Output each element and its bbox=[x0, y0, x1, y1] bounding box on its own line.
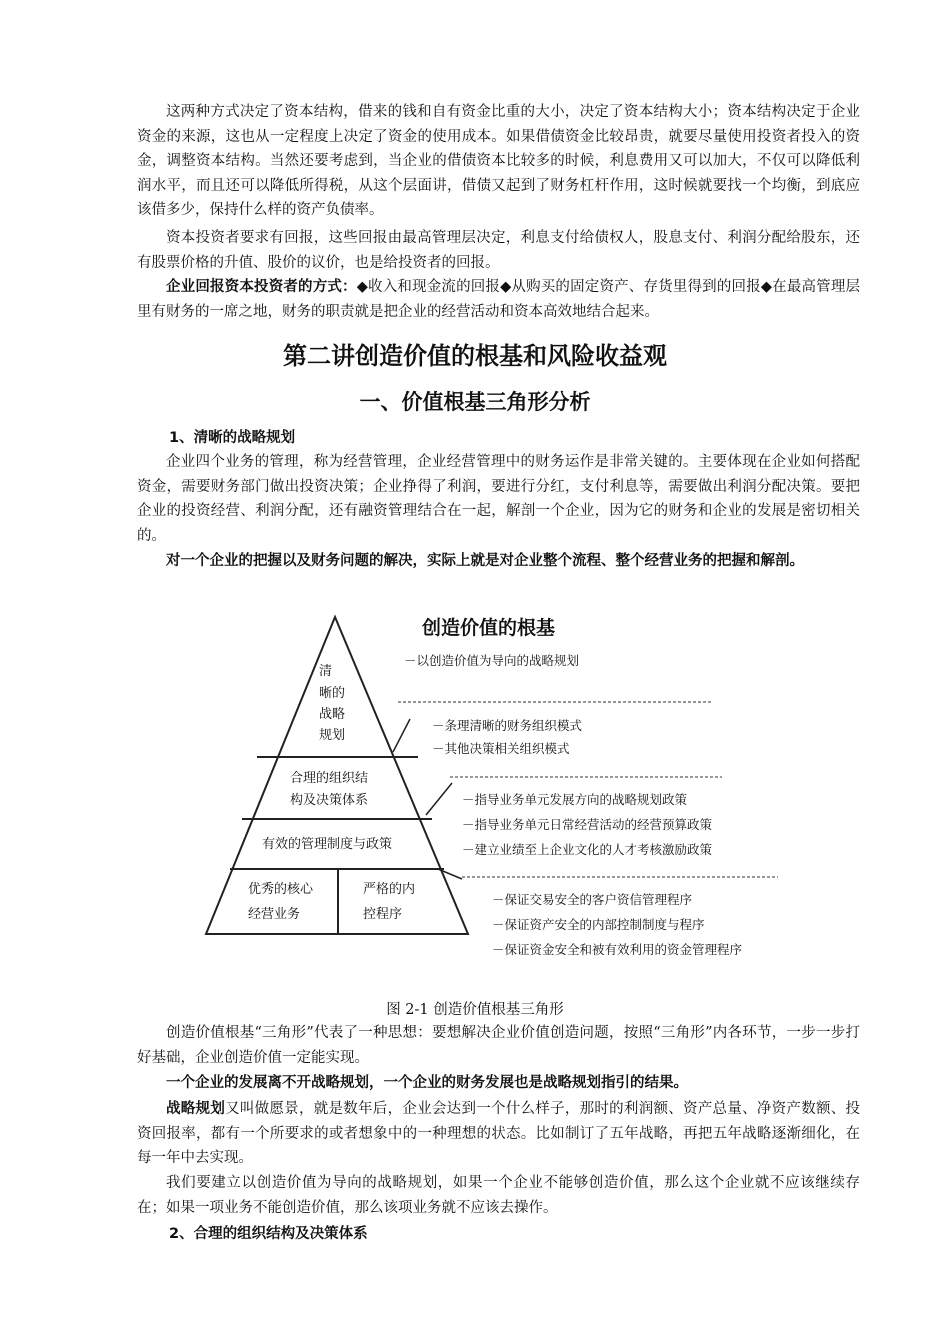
figure-caption: 图 2-1 创造价值根基三角形 bbox=[386, 1002, 564, 1018]
section-title: 一、价值根基三角形分析 bbox=[359, 390, 591, 414]
bold-lead: 企业回报资本投资者的方式： bbox=[166, 278, 357, 295]
connector-line bbox=[426, 783, 452, 815]
tier-third: 有效的管理制度与政策 bbox=[262, 837, 393, 852]
bold-lead: 战略规划 bbox=[166, 1100, 226, 1117]
subheading: 1、清晰的战略规划 bbox=[169, 430, 296, 446]
tier-second-line1: 合理的组织结 bbox=[290, 771, 369, 786]
paragraph: 我们要建立以创造价值为导向的战略规划，如果一个企业不能够创造价值，那么这个企业就不应该继续存在；如果一项业务不能创造价值，那么该项业务就不应该去操作。 bbox=[137, 1175, 860, 1216]
tier-bottom-right-line2: 控程序 bbox=[363, 907, 403, 922]
tier-top-line1: 清 bbox=[319, 664, 333, 679]
pyramid-diagram bbox=[200, 607, 790, 987]
pyramid-figure bbox=[200, 607, 790, 987]
paragraph-text: ◆收入和现金流的回报◆从购买的固定资产、存货里得到的回报◆在最高管理层里有财务的一席之地，财务的职责就是把企业的经营活动和资本高效地结合起来。 bbox=[137, 279, 861, 320]
bullet-item: －其他决策相关组织模式 bbox=[432, 741, 570, 756]
tier-top-line4: 规划 bbox=[319, 728, 346, 743]
connector-line bbox=[393, 719, 410, 752]
bullet-item: －指导业务单元日常经营活动的经营预算政策 bbox=[462, 817, 713, 832]
bullet-item: －条理清晰的财务组织模式 bbox=[432, 718, 583, 733]
paragraph: 企业四个业务的管理，称为经营管理，企业经营管理中的财务运作是非常关键的。主要体现在企业如何搭配资金，需要财务部门做出投资决策；企业挣得了利润，要进行分红，支付利息等，需要做出利润分配决策。要把企业的投资经营、利润分配，还有融资管理结合在一起，解剖一个企业，因为它的财务和企业的发展是密切相关的。 bbox=[137, 454, 860, 544]
tier-bottom-right-line1: 严格的内 bbox=[363, 882, 416, 897]
paragraph-text: 又叫做愿景，就是数年后，企业会达到一个什么样子，那时的利润额、资产总量、净资产数额、投资回报率，都有一个所要求的或者想象中的一种理想的状态。比如制订了五年战略，再把五年战略逐渐细化，在每一年中去实现。 bbox=[137, 1101, 861, 1166]
bullet-item: －保证资金安全和被有效利用的资金管理程序 bbox=[492, 942, 743, 957]
bullet-item: －建立业绩至上企业文化的人才考核激励政策 bbox=[462, 842, 713, 857]
connector-line bbox=[438, 869, 462, 879]
tier-second-line2: 构及决策体系 bbox=[290, 793, 369, 808]
bullet-item: －以创造价值为导向的战略规划 bbox=[404, 653, 580, 668]
tier-bottom-left-line2: 经营业务 bbox=[248, 907, 301, 922]
paragraph: 创造价值根基“三角形”代表了一种思想：要想解决企业价值创造问题，按照“三角形”内各环节，一步一步打好基础，企业创造价值一定能实现。 bbox=[137, 1025, 860, 1066]
figure-title: 创造价值的根基 bbox=[422, 617, 556, 639]
tier-top-line2: 晰的 bbox=[319, 686, 346, 701]
paragraph: 这两种方式决定了资本结构，借来的钱和自有资金比重的大小，决定了资本结构大小；资本结构决定于企业资金的来源，这也从一定程度上决定了资金的使用成本。如果借债资金比较昂贵，就要尽量使用投资者投入的资金，调整资本结构。当然还要考虑到，当企业的借债资本比较多的时候，利息费用又可以加大，不仅可以降低利润水平，而且还可以降低所得税，从这个层面讲，借债又起到了财务杠杆作用，这时候就要找一个均衡，到底应该借多少，保持什么样的资产负债率。 bbox=[137, 104, 860, 218]
tier-bottom-left-line1: 优秀的核心 bbox=[248, 882, 314, 897]
lecture-title: 第二讲创造价值的根基和风险收益观 bbox=[283, 342, 667, 370]
bullet-item: －指导业务单元发展方向的战略规划政策 bbox=[462, 792, 688, 807]
bullet-item: －保证交易安全的客户资信管理程序 bbox=[492, 892, 693, 907]
tier-top-line3: 战略 bbox=[319, 707, 346, 722]
paragraph-bold: 一个企业的发展离不开战略规划，一个企业的财务发展也是战略规划指引的结果。 bbox=[166, 1074, 688, 1091]
paragraph bbox=[137, 1097, 860, 1171]
paragraph: 资本投资者要求有回报，这些回报由最高管理层决定，利息支付给债权人，股息支付、利润分配给股东，还有股票价格的升值、股价的议价，也是给投资者的回报。 bbox=[137, 230, 860, 271]
bullet-item: －保证资产安全的内部控制制度与程序 bbox=[492, 917, 705, 932]
paragraph bbox=[137, 275, 860, 324]
subheading: 2、合理的组织结构及决策体系 bbox=[169, 1226, 368, 1242]
paragraph-bold: 对一个企业的把握以及财务问题的解决，实际上就是对企业整个流程、整个经营业务的把握和解剖。 bbox=[166, 552, 804, 569]
